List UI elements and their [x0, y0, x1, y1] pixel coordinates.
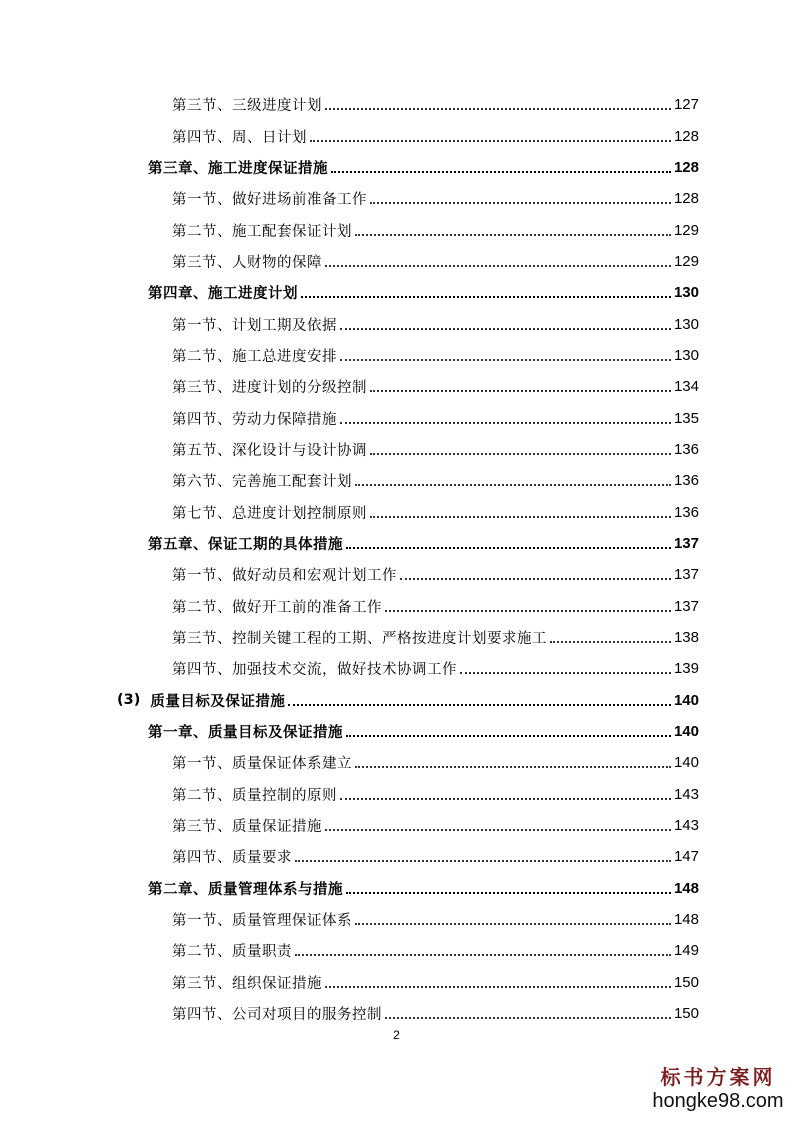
toc-entry-page: 128 [673, 158, 699, 176]
toc-entry[interactable] [0, 998, 793, 1029]
toc-dot-leader [331, 170, 671, 173]
toc-dot-leader [355, 922, 671, 925]
toc-dot-leader [346, 734, 671, 737]
toc-entry[interactable] [0, 465, 793, 496]
toc-entry-title: 第二节、施工配套保证计划 [172, 223, 352, 240]
toc-entry-title: 第二节、做好开工前的准备工作 [172, 599, 382, 616]
toc-entry[interactable] [0, 559, 793, 590]
toc-entry-title: 第三节、人财物的保障 [172, 254, 322, 271]
toc-entry-title: 第六节、完善施工配套计划 [172, 474, 352, 491]
toc-entry[interactable] [0, 779, 793, 810]
toc-entry[interactable] [0, 591, 793, 622]
toc-dot-leader [346, 546, 671, 549]
toc-entry[interactable] [0, 308, 793, 339]
toc-entry[interactable] [0, 967, 793, 998]
toc-entry-title: 第五节、深化设计与设计协调 [172, 442, 367, 459]
toc-entry-page: 130 [673, 315, 699, 333]
toc-entry[interactable] [0, 935, 793, 966]
toc-entry[interactable] [0, 340, 793, 371]
toc-entry[interactable] [0, 685, 793, 716]
toc-entry[interactable] [0, 277, 793, 308]
toc-dot-leader [295, 859, 671, 862]
toc-entry-title: 第一节、计划工期及依据 [172, 317, 337, 334]
toc-entry-title: 第四节、周、日计划 [172, 129, 307, 146]
page-number: 2 [393, 1028, 400, 1042]
toc-entry-page: 136 [673, 440, 699, 458]
toc-entry[interactable] [0, 214, 793, 245]
toc-dot-leader [301, 295, 671, 298]
toc-dot-leader [550, 640, 671, 643]
toc-entry[interactable] [0, 904, 793, 935]
toc-dot-leader [385, 609, 671, 612]
toc-entry-title: 第一节、做好进场前准备工作 [172, 192, 367, 209]
toc-entry[interactable] [0, 402, 793, 433]
toc-entry-title: 第三节、进度计划的分级控制 [172, 380, 367, 397]
toc-dot-leader [400, 577, 671, 580]
toc-entry-title: 第三节、组织保证措施 [172, 975, 322, 992]
toc-entry-page: 127 [673, 96, 699, 114]
toc-dot-leader [340, 797, 671, 800]
toc-dot-leader [325, 107, 671, 110]
toc-entry-page: 148 [673, 911, 699, 929]
toc-entry-title: 第二章、质量管理体系与措施 [148, 881, 343, 898]
table-of-contents [0, 89, 793, 1029]
toc-entry-title: 第四章、施工进度计划 [148, 286, 298, 303]
toc-dot-leader [288, 703, 671, 706]
toc-entry-title: 第四节、劳动力保障措施 [172, 411, 337, 428]
toc-entry-page: 147 [673, 848, 699, 866]
toc-entry-page: 130 [673, 284, 699, 302]
toc-dot-leader [325, 264, 671, 267]
toc-entry-page: 129 [673, 221, 699, 239]
toc-entry-page: 143 [673, 785, 699, 803]
toc-dot-leader [385, 1016, 671, 1019]
toc-entry-title: 第七节、总进度计划控制原则 [172, 505, 367, 522]
toc-entry-title: 第四节、质量要求 [172, 850, 292, 867]
toc-entry-page: 150 [673, 1005, 699, 1023]
toc-dot-leader [325, 985, 671, 988]
watermark-logo [648, 1065, 788, 1113]
toc-entry-page: 134 [673, 378, 699, 396]
toc-dot-leader [355, 765, 671, 768]
toc-dot-leader [355, 233, 671, 236]
toc-entry[interactable] [0, 622, 793, 653]
toc-entry-title: 第一节、质量保证体系建立 [172, 756, 352, 773]
toc-entry[interactable] [0, 89, 793, 120]
toc-entry-page: 138 [673, 629, 699, 647]
toc-entry[interactable] [0, 120, 793, 151]
toc-entry[interactable] [0, 183, 793, 214]
toc-entry[interactable] [0, 152, 793, 183]
toc-entry[interactable] [0, 841, 793, 872]
toc-entry[interactable] [0, 246, 793, 277]
toc-entry-page: 137 [673, 597, 699, 615]
toc-dot-leader [340, 421, 671, 424]
toc-entry-page: 140 [673, 691, 699, 709]
watermark-en: hongke98.com [652, 1090, 784, 1112]
watermark-cn: 标书方案网 [660, 1065, 776, 1089]
toc-entry-title: 第四节、加强技术交流，做好技术协调工作 [172, 662, 457, 679]
toc-dot-leader [325, 828, 671, 831]
toc-entry-title: 第二节、质量控制的原则 [172, 787, 337, 804]
toc-dot-leader [340, 358, 671, 361]
toc-entry-title: 第三节、质量保证措施 [172, 819, 322, 836]
toc-entry-title: 第四节、公司对项目的服务控制 [172, 1007, 382, 1024]
toc-entry[interactable] [0, 434, 793, 465]
toc-dot-leader [370, 201, 671, 204]
toc-entry-title: 第二节、施工总进度安排 [172, 348, 337, 365]
toc-entry-title: 第一节、质量管理保证体系 [172, 913, 352, 930]
toc-dot-leader [340, 327, 671, 330]
toc-entry[interactable] [0, 528, 793, 559]
toc-dot-leader [310, 139, 671, 142]
toc-entry-page: 136 [673, 503, 699, 521]
toc-entry[interactable] [0, 810, 793, 841]
toc-entry-title: 第三节、三级进度计划 [172, 98, 322, 115]
toc-entry-page: 137 [673, 566, 699, 584]
toc-entry-title: 第一节、做好动员和宏观计划工作 [172, 568, 397, 585]
toc-entry[interactable] [0, 747, 793, 778]
toc-entry-page: 140 [673, 754, 699, 772]
toc-dot-leader [370, 389, 671, 392]
toc-entry-title: 第三章、施工进度保证措施 [148, 160, 328, 177]
toc-entry-page: 128 [673, 190, 699, 208]
toc-entry-page: 143 [673, 817, 699, 835]
toc-entry-page: 130 [673, 346, 699, 364]
toc-entry-title: 第二节、质量职责 [172, 944, 292, 961]
toc-entry-page: 136 [673, 472, 699, 490]
toc-dot-leader [370, 452, 671, 455]
toc-dot-leader [370, 515, 671, 518]
toc-entry-page: 148 [673, 879, 699, 897]
toc-entry-page: 140 [673, 723, 699, 741]
toc-entry-page: 149 [673, 942, 699, 960]
toc-entry-page: 135 [673, 409, 699, 427]
toc-entry-page: 139 [673, 660, 699, 678]
toc-dot-leader [346, 891, 671, 894]
toc-entry[interactable] [0, 653, 793, 684]
toc-dot-leader [355, 483, 671, 486]
toc-dot-leader [295, 953, 671, 956]
toc-entry-page: 150 [673, 973, 699, 991]
toc-entry[interactable] [0, 371, 793, 402]
toc-entry-page: 128 [673, 127, 699, 145]
toc-entry-page: 129 [673, 252, 699, 270]
toc-entry-number: (3) [117, 692, 141, 709]
toc-entry[interactable] [0, 716, 793, 747]
toc-entry-title: 第五章、保证工期的具体措施 [148, 536, 343, 553]
toc-entry[interactable] [0, 496, 793, 527]
toc-entry-title: 质量目标及保证措施 [150, 693, 286, 710]
toc-entry-title: 第一章、质量目标及保证措施 [148, 725, 343, 742]
toc-entry-title: 第三节、控制关键工程的工期、严格按进度计划要求施工 [172, 631, 547, 648]
toc-dot-leader [460, 671, 671, 674]
toc-entry[interactable] [0, 873, 793, 904]
toc-entry-page: 137 [673, 534, 699, 552]
